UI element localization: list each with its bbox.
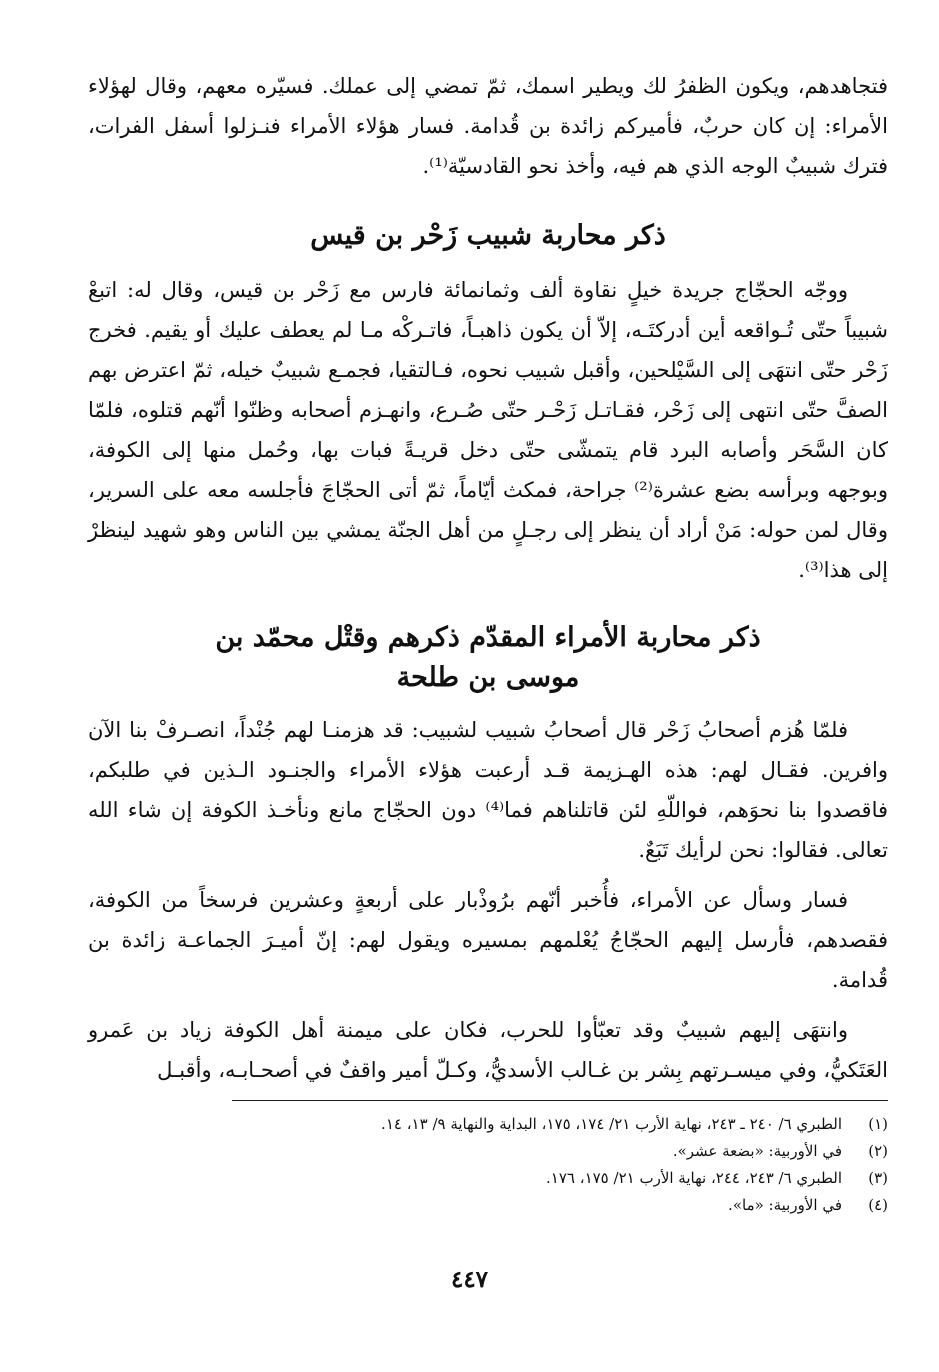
footnote-number: (٢) — [868, 1142, 888, 1160]
footnote-number: (١) — [868, 1115, 888, 1133]
footnote-number: (٤) — [868, 1196, 888, 1214]
footnotes — [88, 1111, 888, 1219]
footnote-3 — [88, 1165, 888, 1192]
footnote-divider — [232, 1100, 888, 1101]
footnote-text: الطبري ٦/ ٢٤٠ ـ ٢٤٣، نهاية الأرب ٢١/ ١٧٤، ١٧٥، البداية والنهاية ٩/ ١٣، ١٤. — [381, 1115, 842, 1133]
footnote-text: في الأوربية: «ما». — [728, 1196, 842, 1214]
section-heading-2 — [88, 618, 888, 698]
footnote-number: (٣) — [868, 1169, 888, 1187]
footnote-text: الطبري ٦/ ٢٤٣، ٢٤٤، نهاية الأرب ٢١/ ١٧٥، ١٧٦. — [546, 1169, 842, 1187]
section-heading-2-line-1: ذكر محاربة الأمراء المقدّم ذكرهم وقتْل محمّد بن — [215, 622, 761, 653]
footnote-4 — [88, 1192, 888, 1219]
page-body — [88, 66, 888, 1219]
paragraph-3: فلمّا هُزم أصحابُ زَحْر قال أصحابُ شبيب لشبيب: قد هزمنـا لهم جُنْداً، انصـرفْ بنا الآن وافرين. فقـال لهم: هذه الهـزيمة قـد أرعبت هؤلاء الأمراء والجنـود الـذين في طلبكم، فاقصدوا بنا نحوَهم، فواللّهِ لئن قاتلناهم فما⁽⁴⁾ دون الحجّاج مانع ونأخـذ الكوفة إن شاء الله تعالى. فقالوا: نحن لرأيك تَبَعٌ. — [88, 718, 889, 862]
footnote-2 — [88, 1138, 888, 1165]
footnote-1 — [88, 1111, 888, 1138]
paragraph-2: ووجّه الحجّاج جريدة خيلٍ نقاوة ألف وثمانمائة فارس مع زَحْر بن قيس، وقال له: اتبعْ شبيباً حتّى تُـواقعه أين أدركتَـه، إلاّ أن يكون ذاهبـاً، فاتـركْه مـا لم يعطف عليك أو يقيم. فخرج زَحْر حتّى انتهَى إلى السَّيْلحين، وأقبل شبيب نحوه، فـالتقيا، فجمـع شبيبٌ خيله، ثمّ اعترض بهم الصفَّ حتّى انتهى إلى زَحْر، فقـاتـل زَحْـر حتّى صُـرع، وانهـزم أصحابه وظنّوا أنّهم قتلوه، فلمّا كان السَّحَر وأصابه البرد قام يتمشّى حتّى دخل قريـةً فبات بها، وحُمل منها إلى الكوفة، وبوجهه وبرأسه بضع عشرة⁽²⁾ جراحة، فمكث أيّاماً، ثمّ أتى الحجّاجَ فأجلسه معه على السرير، وقال لمن حوله: مَنْ أراد أن ينظر إلى رجـلٍ من أهل الجنّة يمشي بين الناس وهو شهيد لينظرْ إلى هذا⁽³⁾. — [88, 278, 888, 582]
paragraph-1: فتجاهدهم، ويكون الظفرُ لك ويطير اسمك، ثمّ تمضي إلى عملك. فسيّره معهم، وقال لهؤلاء الأمراء: إن كان حربٌ، فأميركم زائدة بن قُدامة. فسار هؤلاء الأمراء فنـزلوا أسفل الفرات، فترك شبيبٌ الوجه الذي هم فيه، وأخذ نحو القادسيّة⁽¹⁾. — [88, 74, 888, 178]
section-heading-1: ذكر محاربة شبيب زَحْر بن قيس — [310, 220, 666, 251]
footnote-text: في الأوربية: «بضعة عشر». — [672, 1142, 842, 1160]
page-number: ٤٤٧ — [450, 1266, 489, 1293]
paragraph-5: وانتهَى إليهم شبيبٌ وقد تعبّأوا للحرب، فكان على ميمنة أهل الكوفة زياد بن عَمرو العَتَكيُّ، وفي ميسـرتهم بِشر بن غـالب الأسديُّ، وكـلّ أمير واقفٌ في أصحـابـه، وأقبـل — [88, 1018, 888, 1082]
paragraph-4: فسار وسأل عن الأمراء، فأُخبر أنّهم برُوذْبار على أربعةٍ وعشرين فرسخاً من الكوفة، فقصدهم، فأرسل إليهم الحجّاجُ يُعْلمهم بمسيره ويقول لهم: إنّ أميـرَ الجماعـة زائدة بن قُدامة. — [88, 888, 888, 992]
section-heading-2-line-2: موسى بن طلحة — [396, 662, 580, 693]
